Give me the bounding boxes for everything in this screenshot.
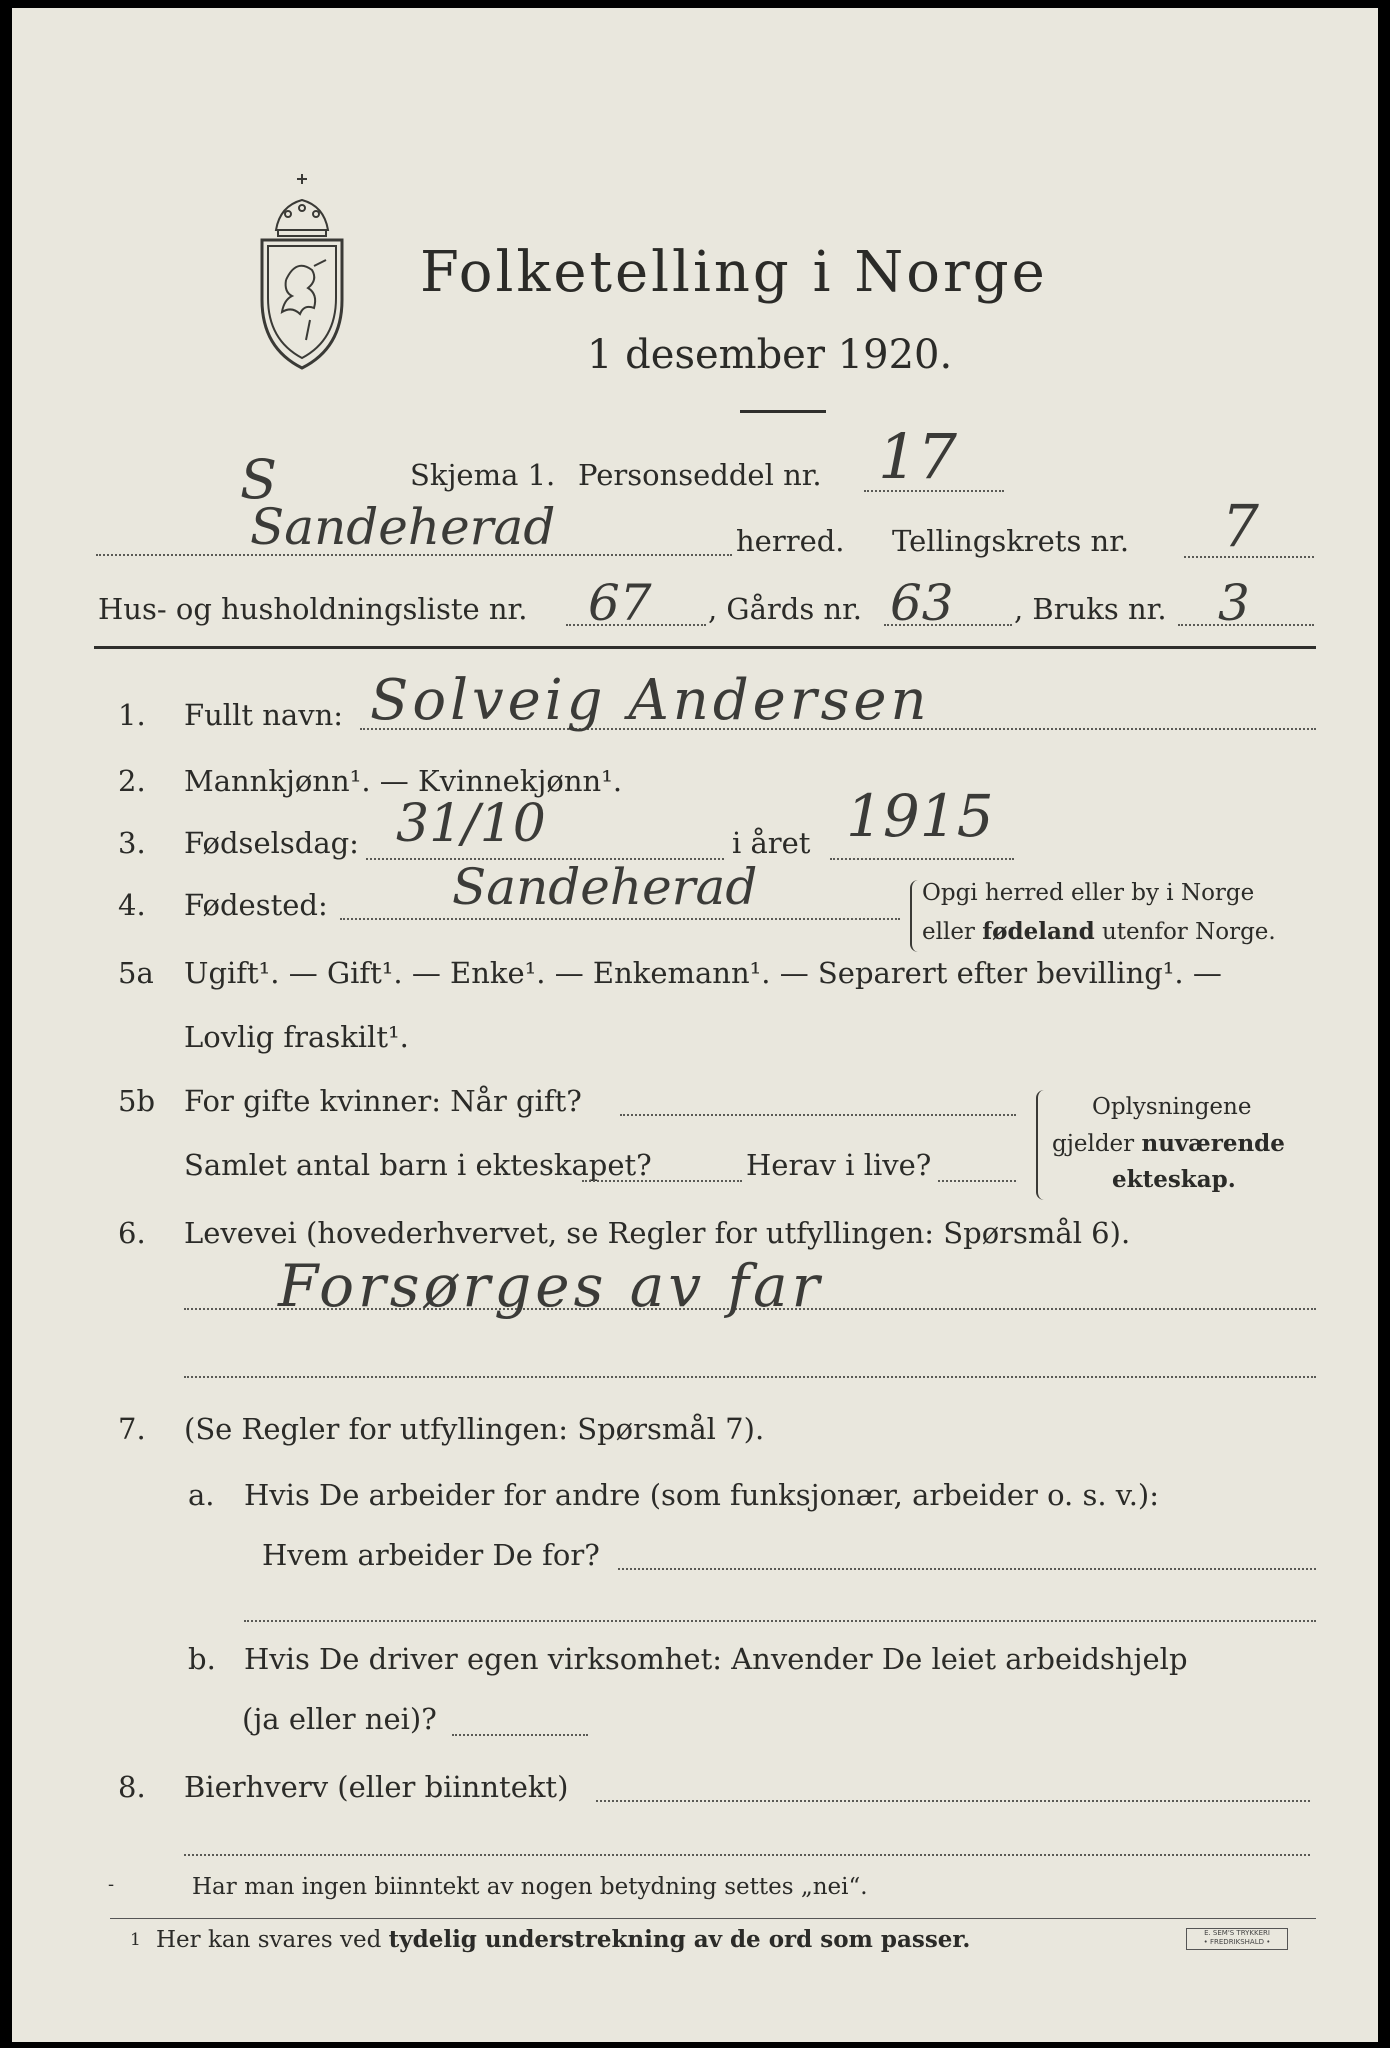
personseddel-value[interactable]: 17: [878, 420, 957, 493]
q8-note: Har man ingen biinntekt av nogen betydning settes „nei“.: [192, 1874, 868, 1900]
q7b-line1: Hvis De driver egen virksomhet: Anvender De leiet arbeidshjelp: [244, 1642, 1188, 1676]
q3-label: Fødselsdag:: [184, 826, 359, 860]
q7a-employer-label: Hvem arbeider De for?: [262, 1538, 600, 1572]
coat-of-arms-icon: [254, 170, 350, 380]
herred-handwritten-prefix: S: [240, 448, 277, 511]
q4-line: [340, 918, 900, 920]
tellingskrets-value[interactable]: 7: [1222, 492, 1259, 560]
printer-stamp: E. SEM'S TRYKKERI • FREDRIKSHALD •: [1186, 1928, 1288, 1950]
herred-value[interactable]: Sandeherad: [250, 498, 556, 556]
q5b-note-line1: Oplysningene: [1092, 1094, 1252, 1120]
tellingskrets-label: Tellingskrets nr.: [892, 524, 1130, 558]
q5b-alive-label: Herav i live?: [746, 1148, 932, 1182]
form-title: Folketelling i Norge: [420, 240, 1048, 305]
q4-note-line2: eller fødeland utenfor Norge.: [922, 918, 1276, 945]
q3-number: 3.: [118, 826, 146, 860]
title-divider: [740, 410, 826, 413]
footnote-mark: 1: [130, 1930, 141, 1950]
gards-value[interactable]: 63: [890, 574, 954, 632]
q6-label: Levevei (hovederhvervet, se Regler for utfyllingen: Spørsmål 6).: [184, 1216, 1131, 1250]
q2-number: 2.: [118, 764, 146, 798]
q7-number: 7.: [118, 1412, 146, 1446]
q7a-line-extra[interactable]: [244, 1620, 1316, 1622]
q5b-alive-line[interactable]: [938, 1180, 1016, 1182]
q8-label: Bierhverv (eller biinntekt): [184, 1770, 569, 1804]
footnote-text: Her kan svares ved tydelig understrekning av de ord som passer.: [156, 1926, 971, 1953]
q4-note-line1: Opgi herred eller by i Norge: [922, 880, 1255, 906]
q5b-number: 5b: [118, 1084, 156, 1118]
q5b-note-line2: gjelder nuværende: [1052, 1130, 1285, 1157]
census-form: [12, 8, 1378, 2042]
q6-line2: [184, 1376, 1316, 1378]
hus-label: Hus- og husholdningsliste nr.: [98, 592, 528, 626]
q5a-marital-options[interactable]: Ugift¹. — Gift¹. — Enke¹. — Enkemann¹. — Separert efter bevilling¹. —: [184, 956, 1222, 990]
q7-label: (Se Regler for utfyllingen: Spørsmål 7).: [184, 1412, 765, 1446]
q8-line2[interactable]: [184, 1854, 1310, 1856]
q3-year-label: i året: [732, 826, 811, 860]
q2-sex-options[interactable]: Mannkjønn¹. — Kvinnekjønn¹.: [184, 764, 623, 798]
q5a-marital-options-cont[interactable]: Lovlig fraskilt¹.: [184, 1020, 409, 1054]
q3-year-line: [830, 858, 1014, 860]
bullet-mark: -: [108, 1874, 115, 1895]
q5b-children-line[interactable]: [582, 1180, 742, 1182]
footnote-rule: [110, 1918, 1316, 1919]
q5a-number: 5a: [118, 956, 154, 990]
q7b-label: (ja eller nei)?: [242, 1702, 437, 1736]
q7a-line1: Hvis De arbeider for andre (som funksjonær, arbeider o. s. v.):: [244, 1478, 1160, 1512]
q7a-employer-line[interactable]: [618, 1568, 1316, 1570]
personseddel-label: Personseddel nr.: [578, 458, 822, 492]
q5b-note-line3: ekteskap.: [1112, 1166, 1236, 1193]
gards-label: , Gårds nr.: [708, 592, 862, 626]
q8-line1[interactable]: [596, 1800, 1310, 1802]
occupation-value[interactable]: Forsørges av far: [278, 1252, 824, 1320]
q4-number: 4.: [118, 888, 146, 922]
q1-number: 1.: [118, 698, 146, 732]
herred-label: herred.: [736, 524, 845, 558]
q4-label: Fødested:: [184, 888, 328, 922]
form-date: 1 desember 1920.: [587, 332, 953, 378]
q5b-when-married-line[interactable]: [620, 1114, 1016, 1116]
q7b-answer-line[interactable]: [452, 1734, 588, 1736]
header-rule: [94, 646, 1316, 649]
birth-date-value[interactable]: 31/10: [396, 794, 546, 854]
q5b-when-married-label: For gifte kvinner: Når gift?: [184, 1084, 582, 1118]
q5b-children-label: Samlet antal barn i ekteskapet?: [184, 1148, 652, 1182]
full-name-value[interactable]: Solveig Andersen: [370, 668, 931, 733]
q4-note-brace: [910, 880, 920, 952]
q6-number: 6.: [118, 1216, 146, 1250]
q7b-letter: b.: [188, 1642, 216, 1676]
birthplace-value[interactable]: Sandeherad: [452, 858, 758, 916]
hus-value[interactable]: 67: [588, 574, 652, 632]
q5b-note-brace: [1036, 1090, 1048, 1200]
birth-year-value[interactable]: 1915: [846, 782, 994, 850]
q8-number: 8.: [118, 1770, 146, 1804]
bruks-value[interactable]: 3: [1218, 574, 1250, 632]
skjema-label: Skjema 1.: [410, 458, 556, 492]
q1-label: Fullt navn:: [184, 698, 344, 732]
bruks-label: , Bruks nr.: [1014, 592, 1167, 626]
q7a-letter: a.: [188, 1478, 215, 1512]
